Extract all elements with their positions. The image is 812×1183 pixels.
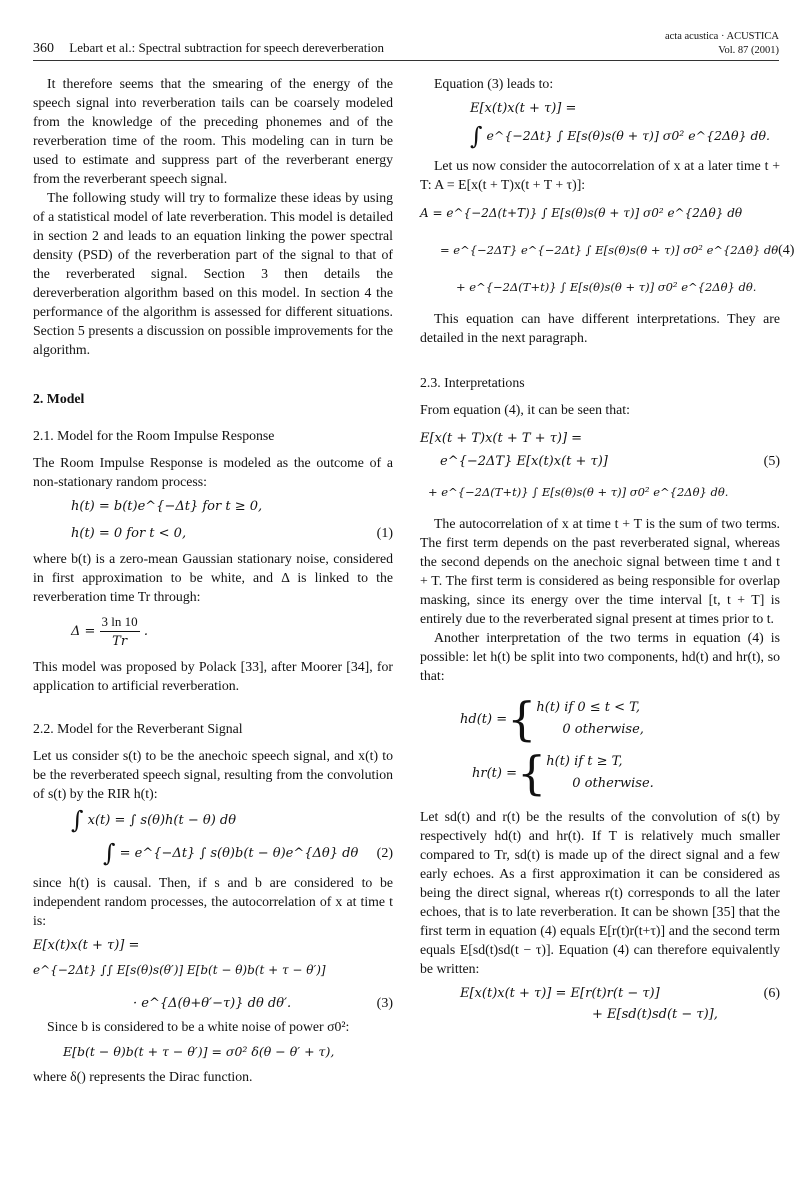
paragraph: where δ() represents the Dirac function. [33, 1069, 253, 1084]
journal-header [665, 30, 779, 58]
equation: ∫ e^{−2Δt} ∫ E[s(θ)s(θ + τ)] σ0² e^{2Δθ} dθ. [470, 122, 771, 150]
section-heading: 2. Model [33, 391, 85, 406]
equation [420, 99, 780, 118]
equation-line: E[x(t)x(t + τ)] = E[r(t)r(t − τ)] [460, 986, 660, 1001]
equation-line: x(t) = ∫ s(θ)h(t − θ) dθ [87, 813, 237, 828]
paragraph: The autocorrelation of x at time t + T is the sum of two terms. The first term depends on the past reverberated signal, whereas the second depends on the anechoic signal between time t and t + T. The first term is considered as being responsible for overlap masking, since its energy over the time interval [t, t + T] is entirely due to the reverberated signal present at times prior to t. [420, 516, 780, 626]
right-column [420, 74, 795, 1024]
numerator: 3 ln 10 [100, 612, 140, 632]
equation [420, 984, 780, 1003]
equation-line: e^{−2Δt} ∫ E[s(θ)s(θ + τ)] σ0² e^{2Δθ} dθ. [486, 128, 771, 143]
equation-case: 0 otherwise, [562, 722, 644, 737]
paragraph: since h(t) is causal. Then, if s and b are considered to be independent random processes, the autocorrelation of x at time t is: [33, 875, 393, 928]
equation [420, 241, 795, 260]
paragraph: From equation (4), it can be seen that: [420, 402, 630, 417]
equation-number: (4) [778, 243, 795, 258]
equation-case: 0 otherwise. [572, 776, 654, 791]
paragraph: The following study will try to formalize these ideas by using of a statistical model of late reverberation. This model is detailed in section 2 and leads to an equation linking the power spectral density (PSD) of the reverberation part of the signal to that of the reverberated signal. Section 3 then details the dereverberation algorithm based on this model. In section 4 the performance of the algorithm is assessed for different situations. Section 5 presents a discussion on possible improvements for the algorithm. [33, 190, 393, 357]
equation [33, 524, 393, 543]
equation: hd(t) = { h(t) if 0 ≤ t < T, 0 otherwise, [460, 692, 644, 746]
paragraph: This equation can have different interpretations. They are detailed in the next paragraph. [420, 311, 780, 345]
equation-line: h(t) = b(t)e^{−Δt} for t ≥ 0, [71, 499, 263, 514]
subsection-heading: 2.2. Model for the Reverberant Signal [33, 721, 243, 736]
journal-volume: Vol. 87 (2001) [718, 45, 779, 56]
equation-line: + e^{−2Δ(T+t)} ∫ E[s(θ)s(θ + τ)] σ0² e^{2Δθ} dθ. [428, 485, 729, 499]
journal-name: acta acustica · ACUSTICA [664, 31, 779, 42]
equation [33, 961, 393, 980]
header-rule [33, 60, 779, 61]
equation-line: · e^{Δ(θ+θ′−τ)} dθ dθ′. [133, 996, 292, 1011]
page-number: 360 [33, 41, 54, 56]
running-title: Lebart et al.: Spectral subtraction for speech dereverberation [69, 40, 384, 55]
paragraph: Let us consider s(t) to be the anechoic speech signal, and x(t) to be the reverberated speech signal, resulting from the convolution of s(t) by the RIR h(t): [33, 748, 393, 801]
equation-line: E[x(t + T)x(t + T + τ)] = [420, 431, 583, 446]
equation-number: (5) [763, 454, 780, 469]
equation: ∫ = e^{−Δt} ∫ s(θ)b(t − θ)e^{Δθ} dθ (2) [103, 839, 393, 867]
equation-line: + E[sd(t)sd(t − τ)], [592, 1007, 718, 1022]
equation-line: h(t) = 0 for t < 0, [71, 526, 187, 541]
equation-line: e^{−2ΔT} E[x(t)x(t + τ)] [440, 454, 608, 469]
equation-line: = e^{−2ΔT} e^{−2Δt} ∫ E[s(θ)s(θ + τ)] σ0² e^{2Δθ} dθ [440, 243, 779, 257]
equation [420, 452, 780, 471]
equation-number: (6) [763, 986, 780, 1001]
paragraph: Let sd(t) and r(t) be the results of the convolution of s(t) by respectively hd(t) and hr(t). If T is relatively much smaller compared to Tr, sd(t) is made up of the direct signal and a few early echoes. As a first approximation it can be considered as being the direct signal, whereas r(t) corresponds to all the later echoes, that is to late reverberation. It can be shown [35] that the first term in equation (4) equals E[r(t)r(t+τ)] and the second term equals E[sd(t)sd(t − τ)]. Equation (4) can therefore equivalently be written: [420, 809, 780, 976]
equation: hr(t) = { h(t) if t ≥ T, 0 otherwise. [472, 746, 654, 800]
paragraph: Another interpretation of the two terms in equation (4) is possible: let h(t) be split into two components, hd(t) and hr(t), so that: [420, 630, 780, 683]
equation-line: + e^{−2Δ(T+t)} ∫ E[s(θ)s(θ + τ)] σ0² e^{2Δθ} dθ. [456, 280, 757, 294]
equation-line: . [143, 624, 148, 639]
equation [420, 429, 780, 448]
paragraph: Let us now consider the autocorrelation of x at a later time t + T: A = E[x(t + T)x(t + T + τ)]: [420, 158, 780, 192]
running-header [33, 40, 384, 57]
equation [33, 936, 393, 955]
equation-line: E[x(t)x(t + τ)] = [470, 101, 577, 116]
paragraph: The Room Impulse Response is modeled as the outcome of a non-stationary random process: [33, 455, 393, 489]
equation [33, 497, 393, 516]
equation [420, 278, 780, 297]
equation-line: A = e^{−2Δ(t+T)} ∫ E[s(θ)s(θ + τ)] σ0² e^{2Δθ} dθ [420, 206, 743, 220]
denominator: Tr [112, 634, 128, 649]
left-column [33, 74, 393, 1086]
paragraph: This model was proposed by Polack [33], after Moorer [34], for application to artificial reverberation. [33, 659, 393, 693]
equation-line: E[b(t − θ)b(t + τ − θ′)] = σ0² δ(θ − θ′ + τ), [63, 1044, 335, 1059]
equation-number: (1) [376, 526, 393, 541]
equation: ∫ x(t) = ∫ s(θ)h(t − θ) dθ [71, 806, 237, 834]
equation-line: Δ = [71, 624, 100, 639]
fraction [100, 612, 140, 651]
equation [420, 204, 780, 223]
equation-line: e^{−2Δt} ∫∫ E[s(θ)s(θ′)] E[b(t − θ)b(t + τ − θ′)] [33, 963, 326, 977]
equation-line: hr(t) = [472, 765, 517, 781]
paragraph: It therefore seems that the smearing of the energy of the speech signal into reverberation tails can be coarsely modeled from the knowledge of the preceding phonemes and of the reverberation time of the room. This modeling can in turn be used to estimate and suppress part of the reverberant energy from the reverberant speech signal. [33, 76, 393, 186]
equation-line: E[x(t)x(t + τ)] = [33, 938, 140, 953]
equation [420, 1005, 780, 1024]
equation-case: h(t) if t ≥ T, [546, 754, 623, 769]
equation [33, 994, 393, 1013]
subsection-heading: 2.3. Interpretations [420, 375, 525, 390]
subsection-heading: 2.1. Model for the Room Impulse Response [33, 428, 275, 443]
equation-line: = e^{−Δt} ∫ s(θ)b(t − θ)e^{Δθ} dθ [119, 846, 359, 861]
equation-case: h(t) if 0 ≤ t < T, [536, 700, 641, 715]
paragraph: Equation (3) leads to: [434, 76, 554, 91]
equation [33, 612, 393, 651]
equation-number: (3) [376, 996, 393, 1011]
equation [33, 1042, 393, 1061]
equation-line: hd(t) = [460, 711, 508, 727]
paragraph: where b(t) is a zero-mean Gaussian stationary noise, considered in first approximation to be white, and Δ is linked to the reverberation time Tr through: [33, 551, 393, 604]
equation-number: (2) [376, 846, 393, 861]
equation [420, 483, 780, 502]
paragraph: Since b is considered to be a white noise of power σ0²: [47, 1019, 350, 1034]
